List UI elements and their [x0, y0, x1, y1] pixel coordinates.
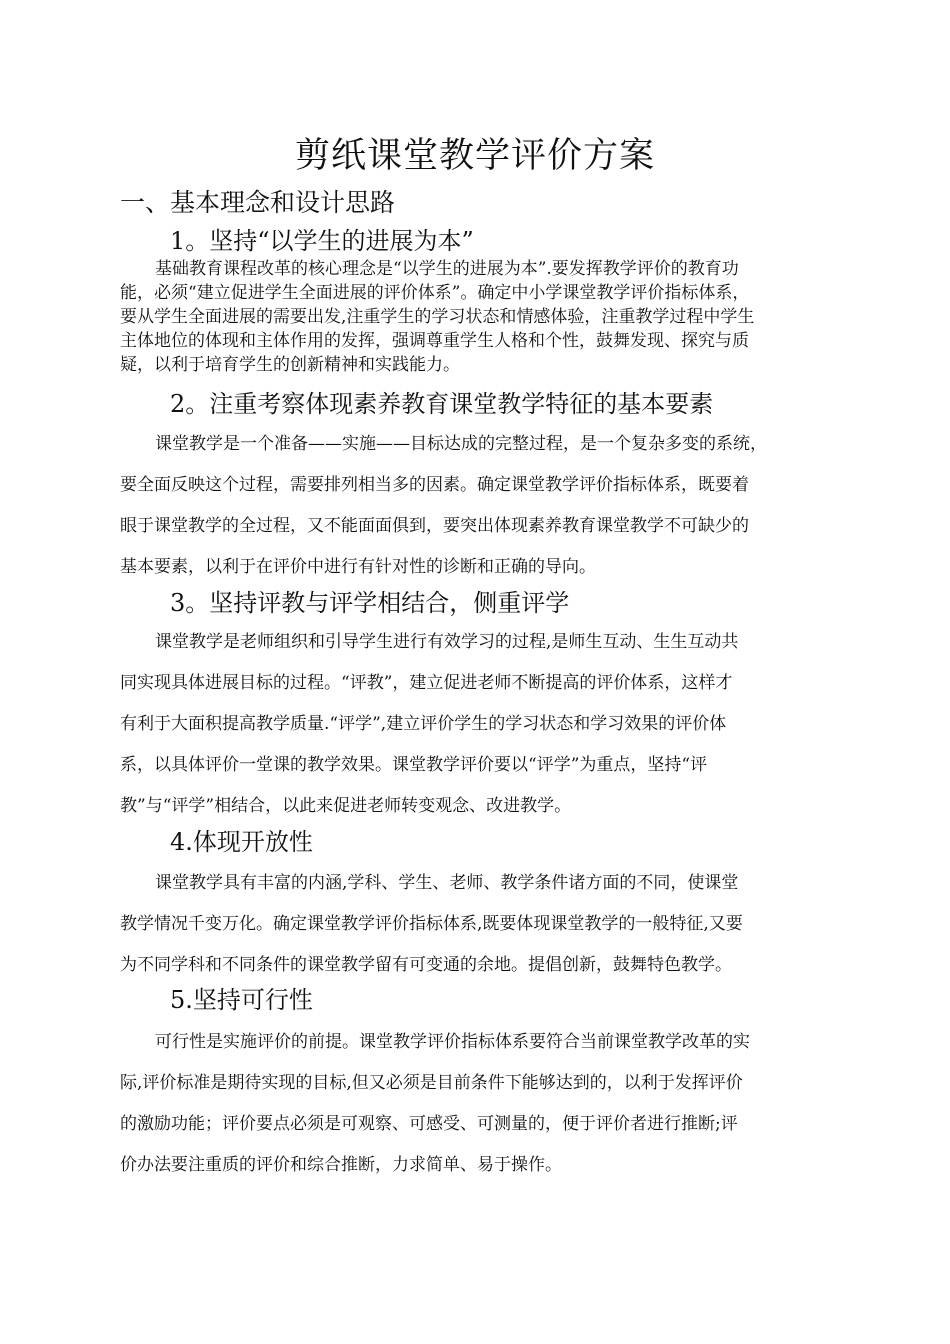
paragraph-line: 同实现具体进展目标的过程。“评教”，建立促进老师不断提高的评价体系，这样才 [120, 673, 733, 693]
paragraph-line: 课堂教学具有丰富的内涵,学科、学生、老师、教学条件诸方面的不同，使课堂 [155, 873, 739, 893]
paragraph-3 [120, 622, 840, 827]
paragraph-line: 基础教育课程改革的核心理念是“以学生的进展为本”.要发挥教学评价的教育功 [155, 259, 739, 279]
paragraph-line: 系，以具体评价一堂课的教学效果。课堂教学评价要以“评学”为重点，坚持“评 [120, 755, 708, 775]
paragraph-line: 要从学生全面进展的需要出发,注重学生的学习状态和情感体验，注重教学过程中学生 [120, 307, 755, 327]
paragraph-line: 可行性是实施评价的前提。课堂教学评价指标体系要符合当前课堂教学改革的实 [155, 1032, 750, 1052]
subsection-heading-5: 5.坚持可行性 [170, 986, 313, 1014]
paragraph-line: 要全面反映这个过程，需要排列相当多的因素。确定课堂教学评价指标体系，既要着 [120, 475, 749, 495]
paragraph-line: 教学情况千变万化。确定课堂教学评价指标体系,既要体现课堂教学的一般特征,又要 [120, 914, 743, 934]
document-title: 剪纸课堂教学评价方案 [294, 136, 655, 176]
subsection-heading-3: 3。坚持评教与评学相结合，侧重评学 [170, 589, 570, 617]
paragraph-line: 课堂教学是一个准备——实施——目标达成的完整过程，是一个复杂多变的系统， [155, 434, 767, 454]
section-heading-1: 一、基本理念和设计思路 [120, 188, 396, 217]
subsection-heading-1: 1。坚持“以学生的进展为本” [170, 227, 474, 255]
paragraph-5 [120, 1022, 840, 1186]
subsection-heading-2: 2。注重考察体现素养教育课堂教学特征的基本要素 [170, 390, 714, 418]
paragraph-line: 课堂教学是老师组织和引导学生进行有效学习的过程,是师生互动、生生互动共 [155, 632, 739, 652]
paragraph-line: 价办法要注重质的评价和综合推断，力求简单、易于操作。 [120, 1155, 562, 1175]
paragraph-line: 疑，以利于培育学生的创新精神和实践能力。 [120, 355, 460, 375]
paragraph-line: 眼于课堂教学的全过程，又不能面面俱到，要突出体现素养教育课堂教学不可缺少的 [120, 516, 749, 536]
paragraph-line: 教”与“评学”相结合，以此来促进老师转变观念、改进教学。 [120, 796, 572, 816]
paragraph-line: 主体地位的体现和主体作用的发挥，强调尊重学生人格和个性，鼓舞发现、探究与质 [120, 331, 749, 351]
paragraph-line: 的激励功能；评价要点必须是可观察、可感受、可测量的，便于评价者进行推断;评 [120, 1114, 738, 1134]
paragraph-1 [120, 257, 840, 377]
paragraph-2 [120, 424, 840, 588]
paragraph-line: 为不同学科和不同条件的课堂教学留有可变通的余地。提倡创新，鼓舞特色教学。 [120, 955, 732, 975]
paragraph-line: 际,评价标准是期待实现的目标,但又必须是目前条件下能够达到的，以利于发挥评价 [120, 1073, 743, 1093]
paragraph-line: 能，必须“建立促进学生全面进展的评价体系”。确定中小学课堂教学评价指标体系， [120, 283, 750, 303]
paragraph-line: 基本要素，以利于在评价中进行有针对性的诊断和正确的导向。 [120, 557, 596, 577]
paragraph-line: 有利于大面积提高教学质量.“评学”,建立评价学生的学习状态和学习效果的评价体 [120, 714, 727, 734]
paragraph-4 [120, 863, 840, 986]
subsection-heading-4: 4.体现开放性 [170, 828, 313, 856]
